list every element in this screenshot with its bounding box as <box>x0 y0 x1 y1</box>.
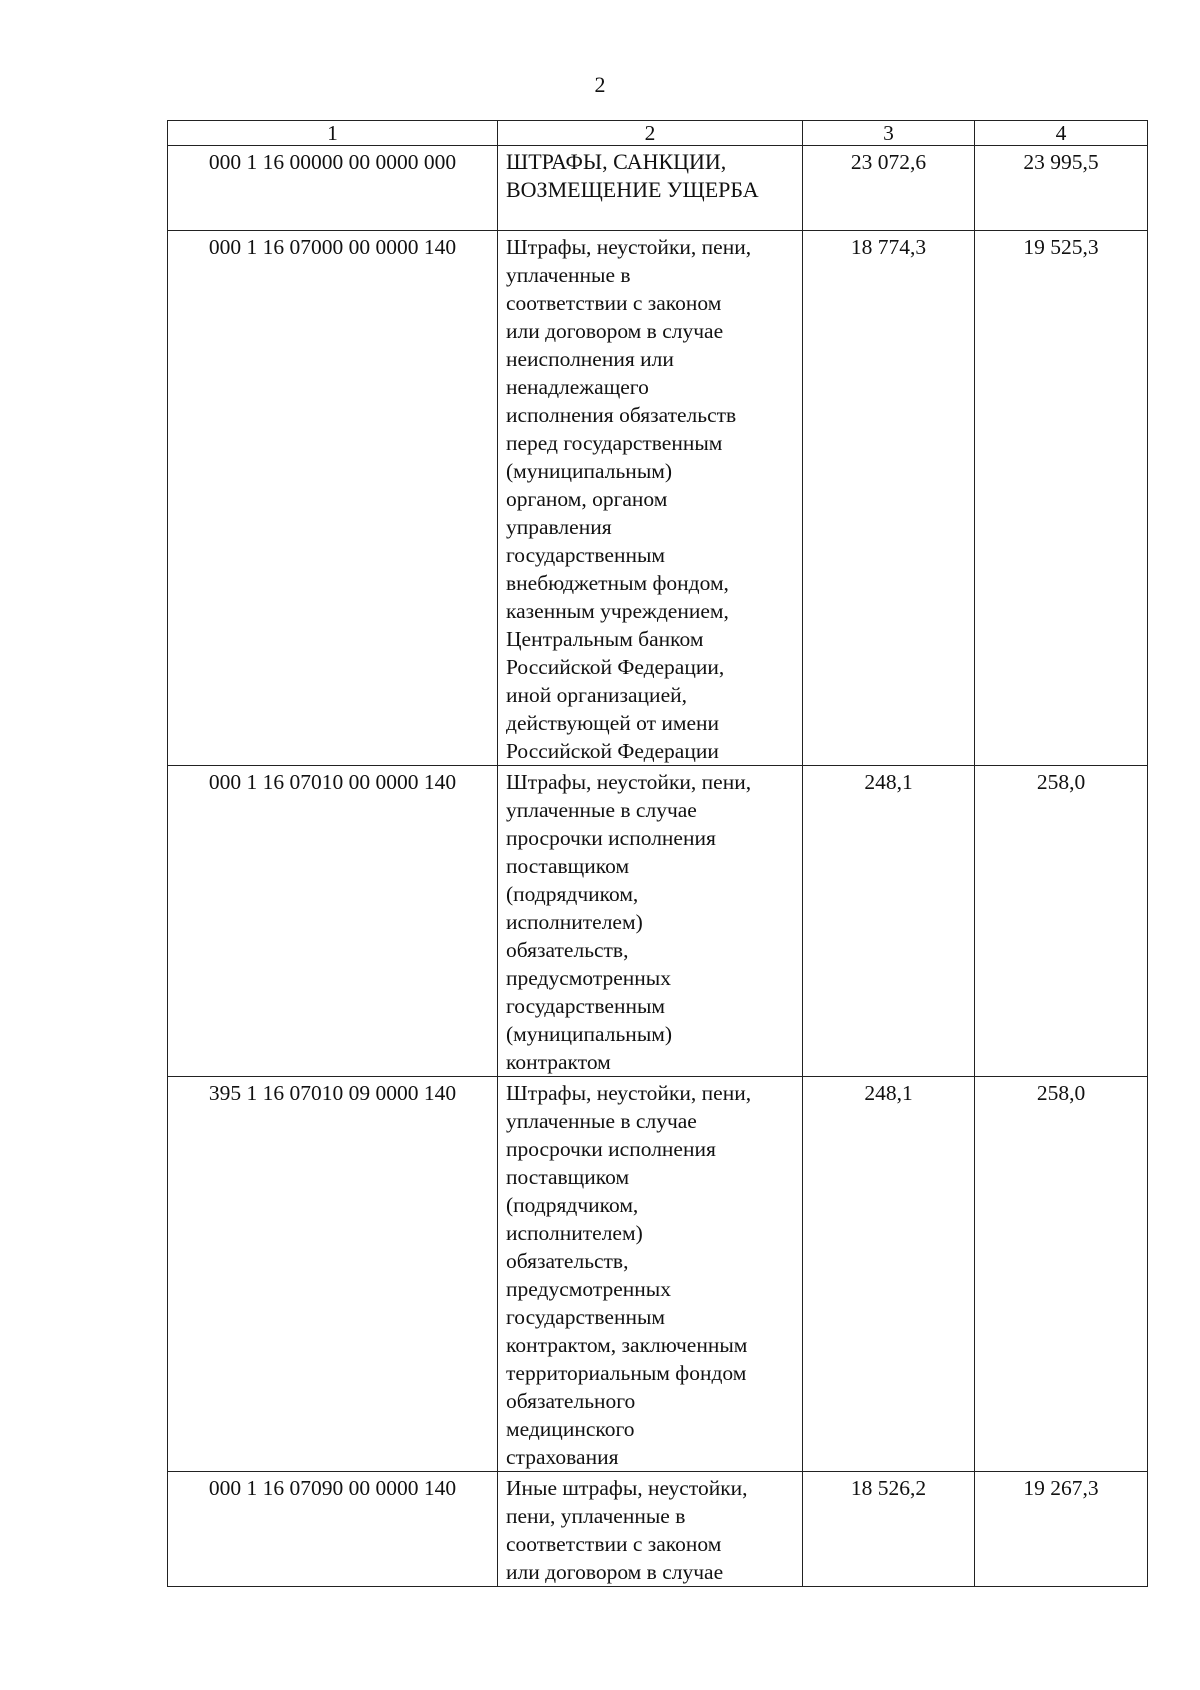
revenue-code-cell: 000 1 16 07000 00 0000 140 <box>168 231 498 766</box>
revenue-name-cell <box>498 231 803 766</box>
revenue-name-line: уплаченные в случае <box>506 1109 697 1133</box>
revenue-name-line: контрактом, заключенным <box>506 1333 748 1357</box>
revenue-name-line: внебюджетным фондом, <box>506 571 729 595</box>
header-col-2: 2 <box>498 121 803 146</box>
revenue-name-line: уплаченные в <box>506 263 631 287</box>
amount-col-4-cell: 19 525,3 <box>975 231 1148 766</box>
revenue-name-line: или договором в случае <box>506 1560 724 1584</box>
table-row <box>168 1077 1148 1472</box>
table-header-row <box>168 121 1148 146</box>
revenue-name-line: государственным <box>506 994 666 1018</box>
revenue-name-cell <box>498 1077 803 1472</box>
table-row <box>168 1472 1148 1587</box>
revenue-name-line: перед государственным <box>506 431 723 455</box>
revenue-name-line: соответствии с законом <box>506 1532 722 1556</box>
header-col-1: 1 <box>168 121 498 146</box>
revenue-name-line: медицинского <box>506 1417 635 1441</box>
amount-col-3-cell: 248,1 <box>803 766 975 1077</box>
amount-col-3-cell: 248,1 <box>803 1077 975 1472</box>
revenue-name-line: Штрафы, неустойки, пени, <box>506 1081 752 1105</box>
revenue-code-cell: 000 1 16 07090 00 0000 140 <box>168 1472 498 1587</box>
revenue-name-line: (подрядчиком, <box>506 882 639 906</box>
revenue-name-line: соответствии с законом <box>506 291 722 315</box>
header-col-3: 3 <box>803 121 975 146</box>
revenue-name-cell <box>498 146 803 231</box>
amount-col-3-cell: 23 072,6 <box>803 146 975 231</box>
revenue-name-line: контрактом <box>506 1050 611 1074</box>
revenue-name-line: государственным <box>506 543 666 567</box>
revenue-name-cell <box>498 1472 803 1587</box>
revenue-name-line: просрочки исполнения <box>506 826 716 850</box>
revenue-code-cell: 395 1 16 07010 09 0000 140 <box>168 1077 498 1472</box>
amount-col-4-cell: 23 995,5 <box>975 146 1148 231</box>
revenue-code-cell: 000 1 16 07010 00 0000 140 <box>168 766 498 1077</box>
table-row <box>168 146 1148 231</box>
revenue-name-line: (подрядчиком, <box>506 1193 639 1217</box>
revenue-name-line: ШТРАФЫ, САНКЦИИ, <box>506 149 727 174</box>
revenue-name-line: неисполнения или <box>506 347 674 371</box>
amount-col-4-cell: 19 267,3 <box>975 1472 1148 1587</box>
revenue-name-line: действующей от имени <box>506 711 720 735</box>
revenue-name-line: просрочки исполнения <box>506 1137 716 1161</box>
revenue-name-line: Иные штрафы, неустойки, <box>506 1476 748 1500</box>
revenue-name-line: исполнителем) <box>506 910 643 934</box>
table-row <box>168 231 1148 766</box>
revenue-name-line: ненадлежащего <box>506 375 649 399</box>
revenue-name-line: пени, уплаченные в <box>506 1504 686 1528</box>
revenue-name-line: иной организацией, <box>506 683 687 707</box>
page-number: 2 <box>594 72 606 97</box>
revenue-name-cell <box>498 766 803 1077</box>
revenue-name-line: Центральным банком <box>506 627 704 651</box>
revenue-name-line: Штрафы, неустойки, пени, <box>506 235 752 259</box>
revenue-name-line: управления <box>506 515 612 539</box>
revenue-name-line: ВОЗМЕЩЕНИЕ УЩЕРБА <box>506 177 759 202</box>
revenue-name-line: государственным <box>506 1305 666 1329</box>
revenue-code-cell: 000 1 16 00000 00 0000 000 <box>168 146 498 231</box>
revenue-name-line: исполнителем) <box>506 1221 643 1245</box>
revenue-name-line: обязательств, <box>506 1249 629 1273</box>
amount-col-4-cell: 258,0 <box>975 766 1148 1077</box>
revenue-name-line: страхования <box>506 1445 619 1469</box>
revenue-name-line: исполнения обязательств <box>506 403 737 427</box>
revenue-name-line: Российской Федерации, <box>506 655 725 679</box>
header-col-4: 4 <box>975 121 1148 146</box>
revenue-name-line: казенным учреждением, <box>506 599 729 623</box>
revenue-name-line: обязательств, <box>506 938 629 962</box>
revenue-name-line: Российской Федерации <box>506 739 719 763</box>
revenue-name-line: обязательного <box>506 1389 636 1413</box>
revenue-name-line: Штрафы, неустойки, пени, <box>506 770 752 794</box>
amount-col-3-cell: 18 774,3 <box>803 231 975 766</box>
amount-col-3-cell: 18 526,2 <box>803 1472 975 1587</box>
revenue-name-line: (муниципальным) <box>506 1022 673 1046</box>
revenue-name-line: поставщиком <box>506 854 630 878</box>
budget-revenue-table <box>167 120 1148 1587</box>
table-row <box>168 766 1148 1077</box>
revenue-name-line: территориальным фондом <box>506 1361 747 1385</box>
revenue-name-line: поставщиком <box>506 1165 630 1189</box>
revenue-name-line: предусмотренных <box>506 966 671 990</box>
revenue-name-line: уплаченные в случае <box>506 798 697 822</box>
revenue-name-line: (муниципальным) <box>506 459 673 483</box>
revenue-name-line: органом, органом <box>506 487 668 511</box>
amount-col-4-cell: 258,0 <box>975 1077 1148 1472</box>
revenue-name-line: предусмотренных <box>506 1277 671 1301</box>
revenue-name-line: или договором в случае <box>506 319 724 343</box>
